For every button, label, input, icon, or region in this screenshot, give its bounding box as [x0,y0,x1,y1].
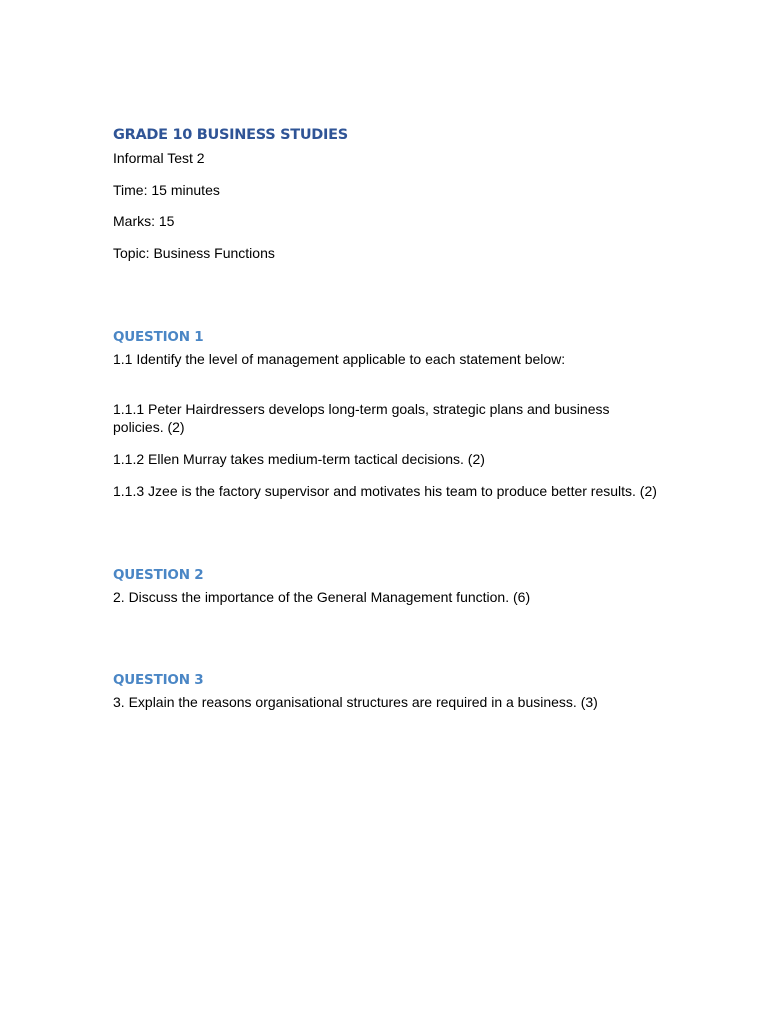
test-name-text: Informal Test 2 [113,150,205,166]
marks-line [113,212,673,230]
question-1-item: 1.1.1 Peter Hairdressers develops long-term goals, strategic plans and business policies. (2) [113,401,610,435]
question-1-item: 1.1.3 Jzee is the factory supervisor and motivates his team to produce better results. (2) [113,483,657,499]
question-1-heading: QUESTION 1 [113,329,204,345]
question-2-intro: 2. Discuss the importance of the General Management function. (6) [113,589,531,605]
question-1-heading-block [113,327,673,347]
time-text: Time: 15 minutes [113,182,220,198]
time-line [113,181,673,199]
question-2-intro-block [113,588,673,606]
question-1-item-2-block [113,450,673,468]
question-3-intro: 3. Explain the reasons organisational structures are required in a business. (3) [113,694,598,710]
marks-text: Marks: 15 [113,213,175,229]
question-3-heading: QUESTION 3 [113,672,204,688]
test-name [113,149,673,167]
topic-text: Topic: Business Functions [113,245,275,261]
question-1-item-1-block [113,400,633,436]
question-2-heading-block [113,565,673,585]
question-2-heading: QUESTION 2 [113,567,204,583]
document-title: GRADE 10 BUSINESS STUDIES [113,127,348,143]
question-1-item: 1.1.2 Ellen Murray takes medium-term tactical decisions. (2) [113,451,485,467]
question-1-intro-block [113,350,673,368]
question-1-intro: 1.1 Identify the level of management applicable to each statement below: [113,351,566,367]
topic-line [113,244,673,262]
question-3-heading-block [113,670,673,690]
document-title-block [113,125,673,145]
question-3-intro-block [113,693,673,711]
question-1-item-3-block [113,482,713,500]
